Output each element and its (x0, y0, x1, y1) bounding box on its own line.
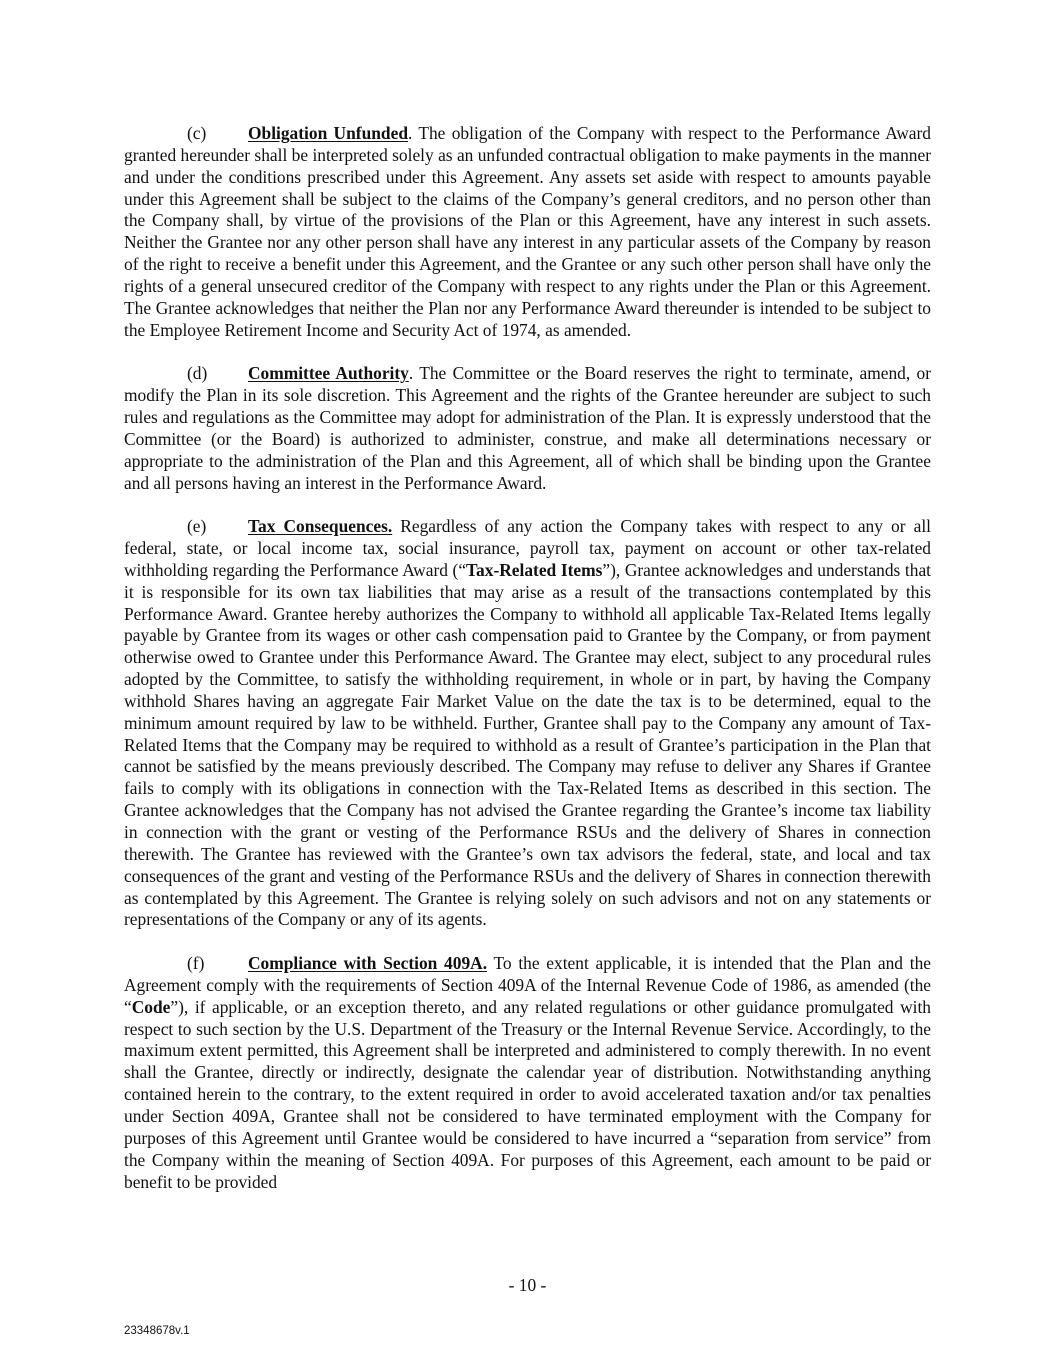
section-e-marker: (e) (187, 516, 207, 537)
defined-term-tax-related-items: Tax-Related Items (466, 559, 603, 580)
section-d-body: The Committee or the Board reserves the right to terminate, amend, or modify the Plan in its sole discretion. This Agreement and the rights of the Grantee hereunder are subject to such rules and regulations as the Committee may adopt for administration of the Plan. It is expressly understood that the Committee (or the Board) is authorized to administer, construe, and make all determinations necessary or appropriate to the administration of the Plan and this Agreement, all of which shall be binding upon the Grantee and all persons having an interest in the Performance Award. (124, 363, 931, 493)
section-e-body-part-1: Regardless of any action the Company takes with respect to any or all federal, state, or local income tax, social insurance, payroll tax, payment on account or other tax-related withholding regarding the Performance Award (“ (124, 516, 931, 580)
section-d-heading-punct: . (408, 363, 414, 384)
section-f-marker: (f) (187, 953, 205, 974)
page-body (124, 123, 931, 1215)
section-c-body: The obligation of the Company with respect to the Performance Award granted hereunder shall be interpreted solely as an unfunded contractual obligation to make payments in the manner and under the conditions prescribed under this Agreement. Any assets set aside with respect to amounts payable under this Agreement shall be subject to the claims of the Company’s general creditors, and no person other than the Company shall, by virtue of the provisions of the Plan or this Agreement, have any interest in such assets. Neither the Grantee nor any other person shall have any interest in any particular assets of the Company by reason of the right to receive a benefit under this Agreement, and the Grantee or any such other person shall have only the rights of a general unsecured creditor of the Company with respect to any rights under the Plan or this Agreement. The Grantee acknowledges that neither the Plan nor any Performance Award thereunder is intended to be subject to the Employee Retirement Income and Security Act of 1974, as amended. (124, 123, 931, 340)
section-f-heading: Compliance with Section 409A. (248, 953, 488, 974)
section-e-body-part-2: ”), Grantee acknowledges and understands that it is responsible for its own tax liabilities that may arise as a result of the transactions contemplated by this Performance Award. Grantee hereby authorizes the Company to withhold all applicable Tax-Related Items legally payable by Grantee from its wages or other cash compensation paid to Grantee by the Company, or from payment otherwise owed to Grantee under this Performance Award. The Grantee may elect, subject to any procedural rules adopted by the Committee, to satisfy the withholding requirement, in whole or in part, by having the Company withhold Shares having an aggregate Fair Market Value on the date the tax is to be determined, equal to the minimum amount required by law to be withheld. Further, Grantee shall pay to the Company any amount of Tax-Related Items that the Company may be required to withhold as a result of Grantee’s participation in the Plan that cannot be satisfied by the means previously described. The Company may refuse to deliver any Shares if Grantee fails to comply with its obligations in connection with the Tax-Related Items as described in this section. The Grantee acknowledges that the Company has not advised the Grantee regarding the Grantee’s income tax liability in connection with the grant or vesting of the Performance RSUs and the delivery of Shares in connection therewith. The Grantee has reviewed with the Grantee’s own tax advisors the federal, state, and local and tax consequences of the grant and vesting of the Performance RSUs and the delivery of Shares in connection therewith as contemplated by this Agreement. The Grantee is relying solely on such advisors and not on any statements or representations of the Company or any of its agents. (124, 559, 932, 930)
section-f (124, 953, 931, 1193)
defined-term-code: Code (131, 996, 171, 1017)
document-id: 23348678v.1 (124, 1325, 190, 1337)
section-e-heading: Tax Consequences. (248, 516, 393, 537)
section-d-heading: Committee Authority (248, 363, 409, 384)
page-number: - 10 - (508, 1275, 547, 1295)
section-c-heading: Obligation Unfunded (248, 123, 408, 143)
section-c (124, 123, 931, 341)
section-d-marker: (d) (187, 363, 208, 384)
section-d (124, 363, 931, 494)
section-c-heading-punct: . (408, 123, 413, 143)
section-f-body-part-1: To the extent applicable, it is intended that the Plan and the Agreement comply with the requirements of Section 409A of the Internal Revenue Code of 1986, as amended (the “ (124, 953, 931, 1017)
section-c-marker: (c) (187, 123, 207, 143)
section-f-body-part-2: ”), if applicable, or an exception thereto, and any related regulations or other guidance promulgated with respect to such section by the U.S. Department of the Treasury or the Internal Revenue Service. Accordingly, to the maximum extent permitted, this Agreement shall be interpreted and administered to comply therewith. In no event shall the Grantee, directly or indirectly, designate the calendar year of distribution. Notwithstanding anything contained herein to the contrary, to the extent required in order to avoid accelerated taxation and/or tax penalties under Section 409A, Grantee shall not be considered to have terminated employment with the Company for purposes of this Agreement until Grantee would be considered to have incurred a “separation from service” from the Company within the meaning of Section 409A. For purposes of this Agreement, each amount to be paid or benefit to be provided (124, 996, 931, 1192)
section-e (124, 516, 931, 931)
